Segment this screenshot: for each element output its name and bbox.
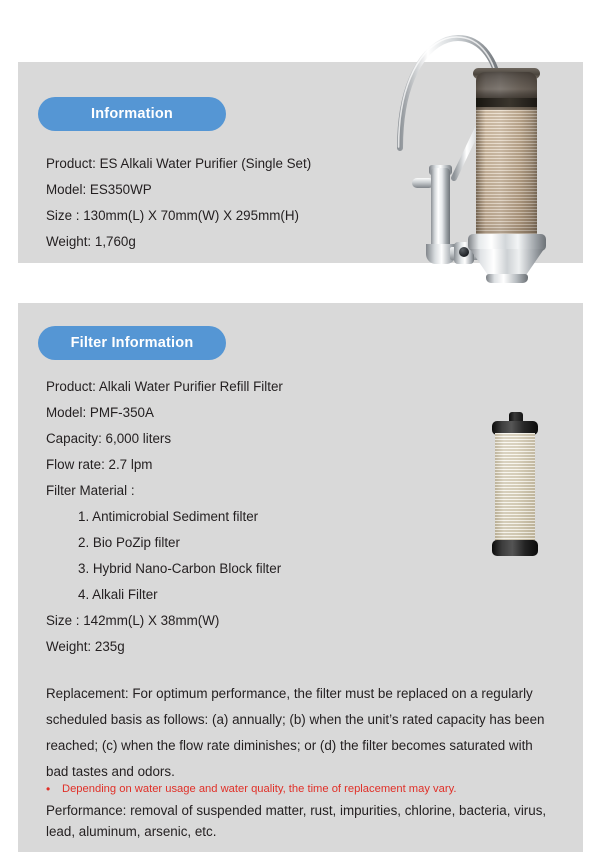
filter-information-heading-pill — [38, 326, 226, 360]
filter-information-heading-label: Filter Information — [70, 335, 194, 351]
base-collar — [468, 234, 546, 251]
filter-material-item: 4. Alkali Filter — [78, 587, 158, 602]
filter-line-product: Product: Alkali Water Purifier Refill Filter — [46, 379, 283, 394]
filter-line-size: Size : 142mm(L) X 38mm(W) — [46, 613, 220, 628]
spec-line-weight: Weight: 1,760g — [46, 234, 136, 249]
replacement-note-row — [46, 781, 566, 797]
performance-paragraph: Performance: removal of suspended matter, rust, impurities, chlorine, bacteria, virus, lead, aluminum, arsenic, etc. — [46, 803, 547, 839]
filter-information-panel — [18, 303, 583, 852]
housing-black-band — [476, 98, 537, 107]
filter-line-model: Model: PMF-350A — [46, 405, 154, 420]
filter-material-item: 1. Antimicrobial Sediment filter — [78, 509, 259, 524]
cartridge-body — [495, 433, 535, 543]
cartridge-filter-media — [495, 433, 535, 543]
filter-material-item: 2. Bio PoZip filter — [78, 535, 180, 550]
filter-line-weight: Weight: 235g — [46, 639, 125, 654]
base-foot — [486, 274, 528, 283]
information-heading-label: Information — [91, 106, 173, 122]
spec-line-product: Product: ES Alkali Water Purifier (Single Set) — [46, 156, 312, 171]
housing-filter-media — [476, 110, 537, 242]
filter-line-material-label: Filter Material : — [46, 483, 135, 498]
filter-line-capacity: Capacity: 6,000 liters — [46, 431, 172, 446]
bullet-icon: • — [46, 782, 51, 796]
replacement-note-text: Depending on water usage and water quality, the time of replacement may vary. — [62, 783, 457, 795]
replacement-paragraph: Replacement: For optimum performance, the filter must be replaced on a regularly scheduled basis as follows: (a) annually; (b) when the unit’s rated capacity has been reached; (c) when the flow rate diminishes; or (d) the filter becomes saturated with bad tastes and odors. — [46, 686, 545, 779]
spec-line-size: Size : 130mm(L) X 70mm(W) X 295mm(H) — [46, 208, 299, 223]
refill-filter-cartridge-image — [490, 412, 542, 564]
filter-material-item: 3. Hybrid Nano-Carbon Block filter — [78, 561, 282, 576]
cartridge-bottom-cap — [492, 540, 538, 556]
spec-line-model: Model: ES350WP — [46, 182, 152, 197]
filter-spec-list — [46, 374, 283, 660]
information-spec-list — [46, 151, 311, 255]
filter-line-flow-rate: Flow rate: 2.7 lpm — [46, 457, 153, 472]
purifier-product-image — [396, 28, 586, 280]
information-heading-pill — [38, 97, 226, 131]
filter-housing — [476, 72, 537, 242]
